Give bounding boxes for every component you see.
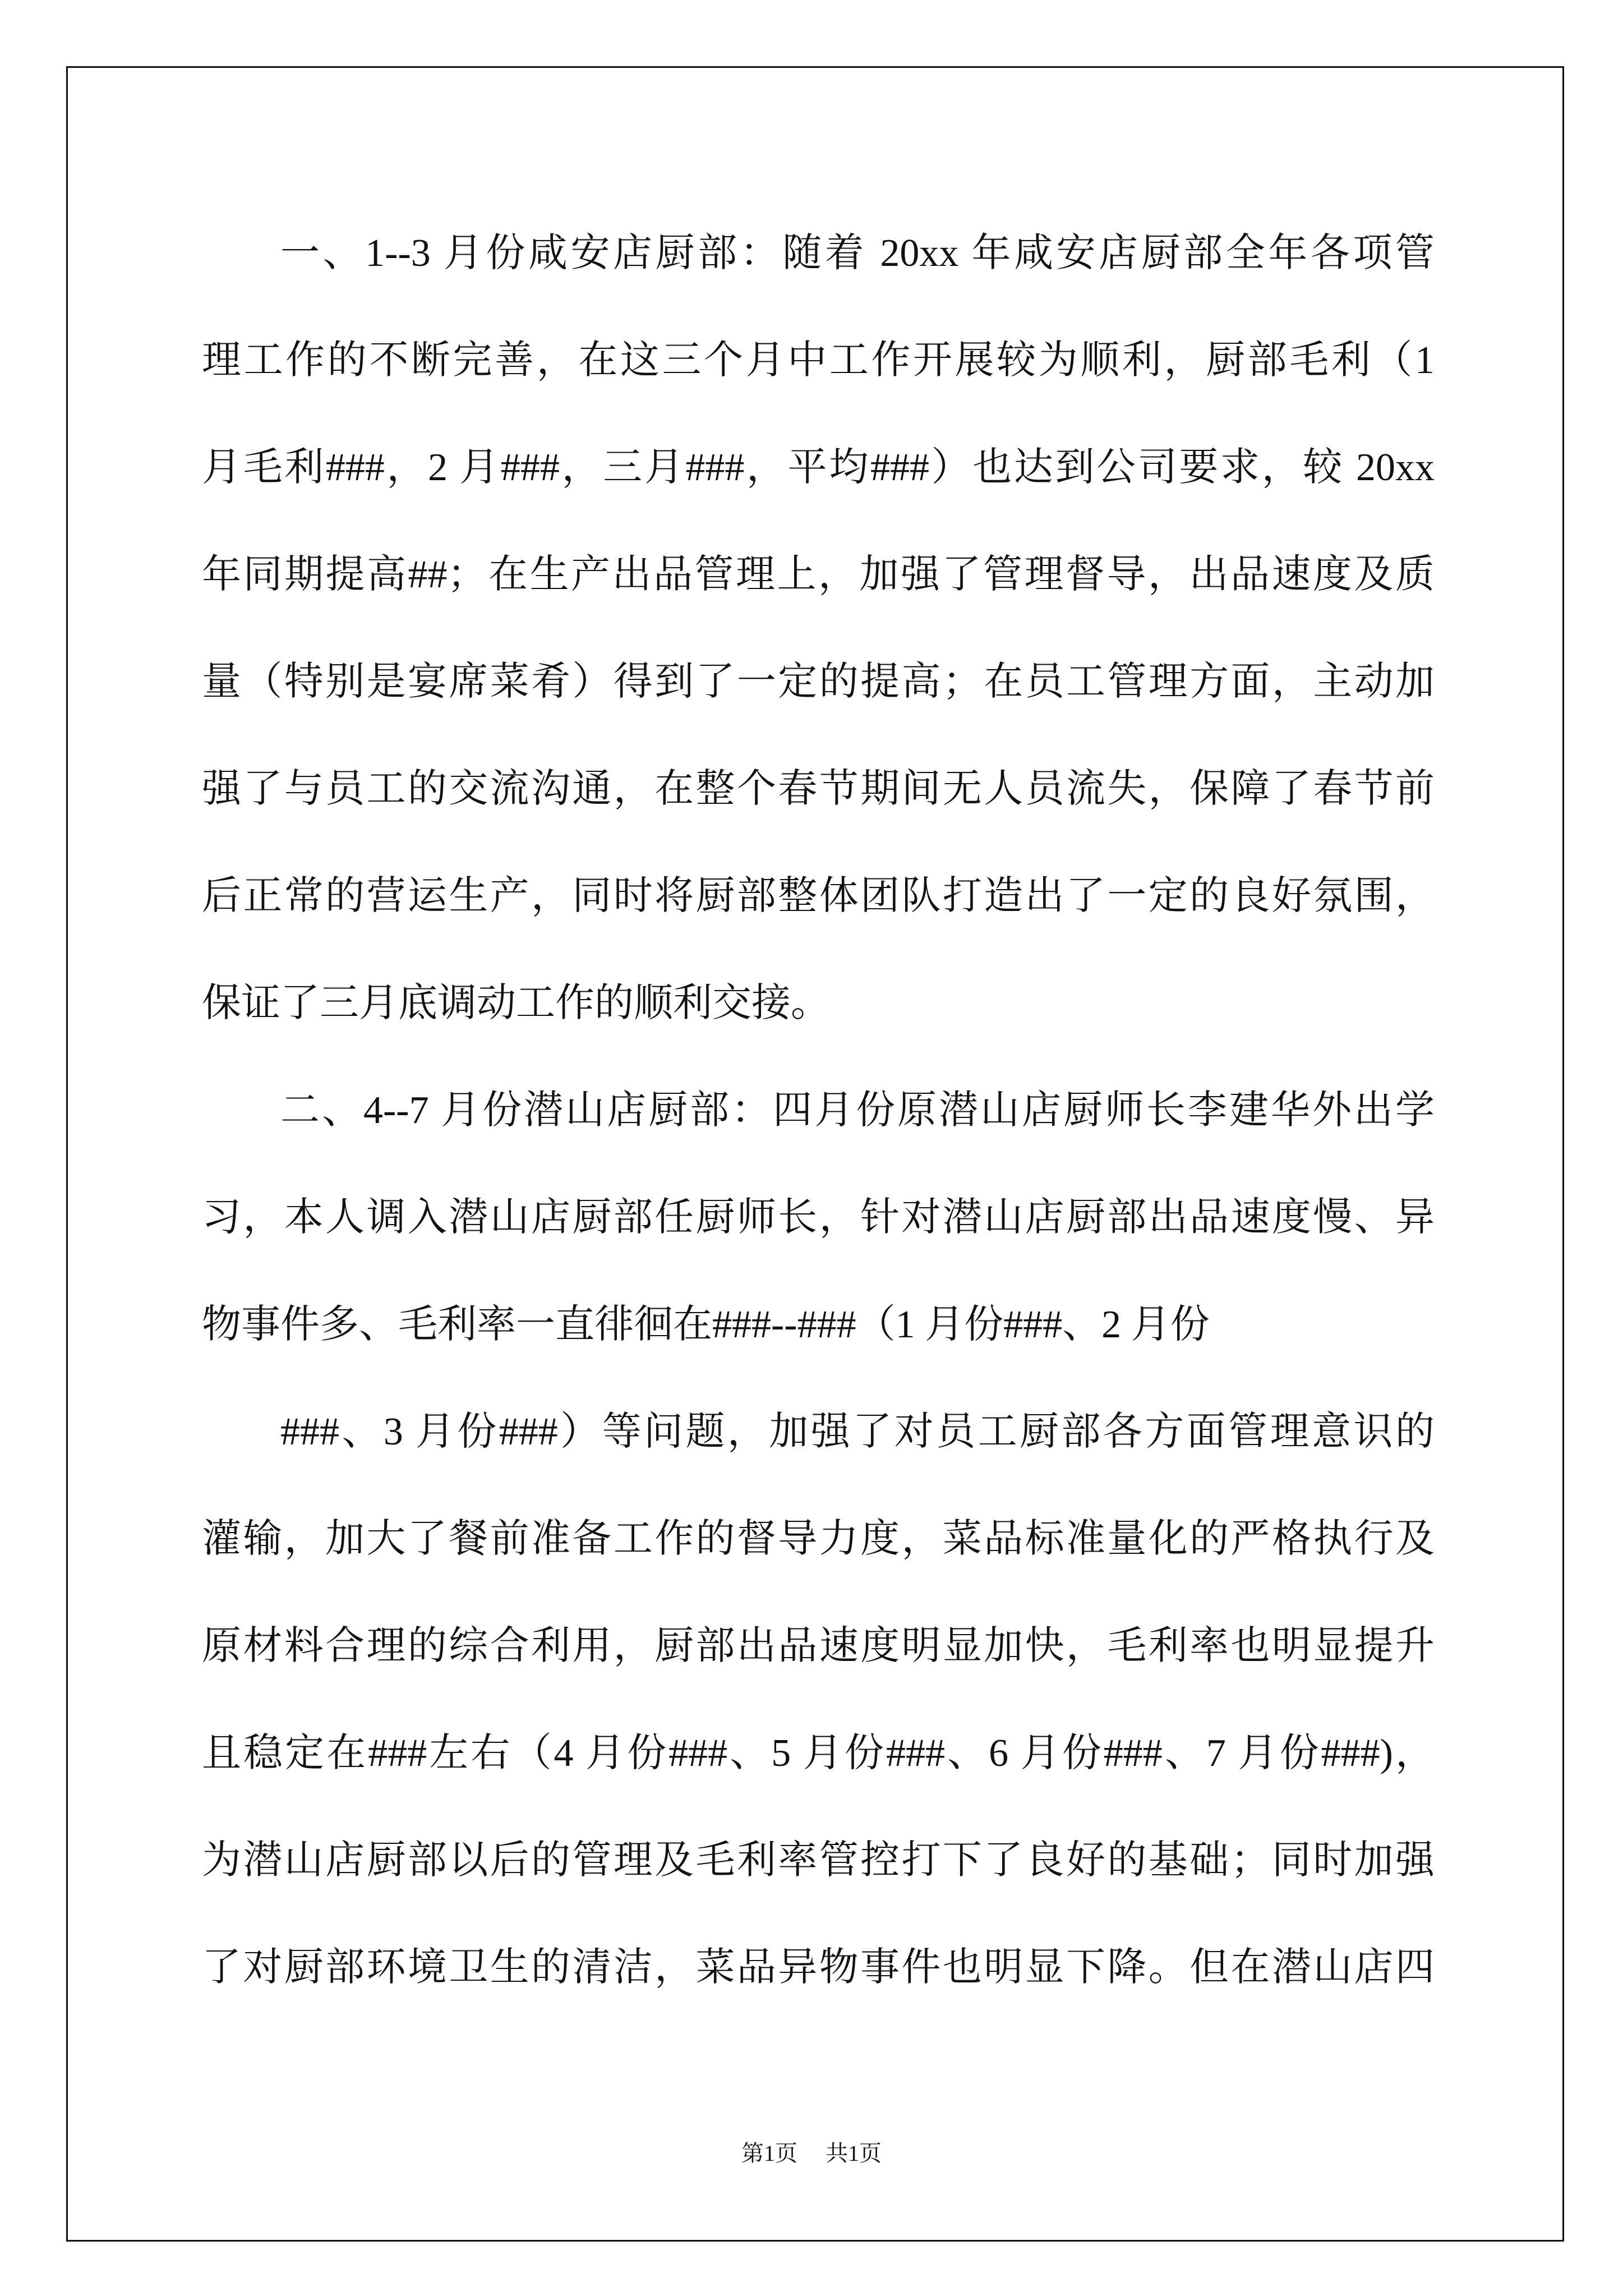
page-footer: [0, 2138, 1623, 2169]
text-line: 保证了三月底调动工作的顺利交接。: [202, 982, 830, 1025]
page-count: 共1页: [826, 2141, 882, 2166]
text-line: 二、4--7 月份潜山店厨部：四月份原潜山店厨师长李建华外出学: [280, 1089, 1435, 1132]
text-line: 月毛利###，2 月###，三月###，平均###）也达到公司要求，较 20xx: [202, 446, 1435, 489]
document-body: [202, 200, 1435, 2021]
text-line: 习，本人调入潜山店厨部任厨师长，针对潜山店厨部出品速度慢、异: [202, 1196, 1435, 1239]
text-line: 原材料合理的综合利用，厨部出品速度明显加快，毛利率也明显提升: [202, 1625, 1435, 1668]
text-line: 理工作的不断完善，在这三个月中工作开展较为顺利，厨部毛利（1: [202, 339, 1435, 382]
text-line: 量（特别是宴席菜肴）得到了一定的提高；在员工管理方面，主动加: [202, 660, 1435, 703]
text-line: 一、1--3 月份咸安店厨部：随着 20xx 年咸安店厨部全年各项管: [280, 232, 1435, 275]
paragraph: [202, 200, 1435, 1057]
text-line: 后正常的营运生产，同时将厨部整体团队打造出了一定的良好氛围，: [202, 875, 1435, 918]
text-line: 强了与员工的交流沟通，在整个春节期间无人员流失，保障了春节前: [202, 767, 1435, 811]
text-line: 且稳定在###左右（4 月份###、5 月份###、6 月份###、7 月份###)，: [202, 1732, 1435, 1775]
text-line: ###、3 月份###）等问题，加强了对员工厨部各方面管理意识的: [280, 1410, 1435, 1453]
text-line: 物事件多、毛利率一直徘徊在###--###（1 月份###、2 月份: [202, 1303, 1210, 1346]
page-number: 第1页: [741, 2141, 797, 2166]
text-line: 为潜山店厨部以后的管理及毛利率管控打下了良好的基础；同时加强: [202, 1839, 1435, 1882]
text-line: 灌输，加大了餐前准备工作的督导力度，菜品标准量化的严格执行及: [202, 1517, 1435, 1561]
paragraph: [202, 1378, 1435, 2021]
text-line: 了对厨部环境卫生的清洁，菜品异物事件也明显下降。但在潜山店四: [202, 1946, 1435, 1989]
text-line: 年同期提高##；在生产出品管理上，加强了管理督导，出品速度及质: [202, 553, 1435, 596]
paragraph: [202, 1057, 1435, 1378]
